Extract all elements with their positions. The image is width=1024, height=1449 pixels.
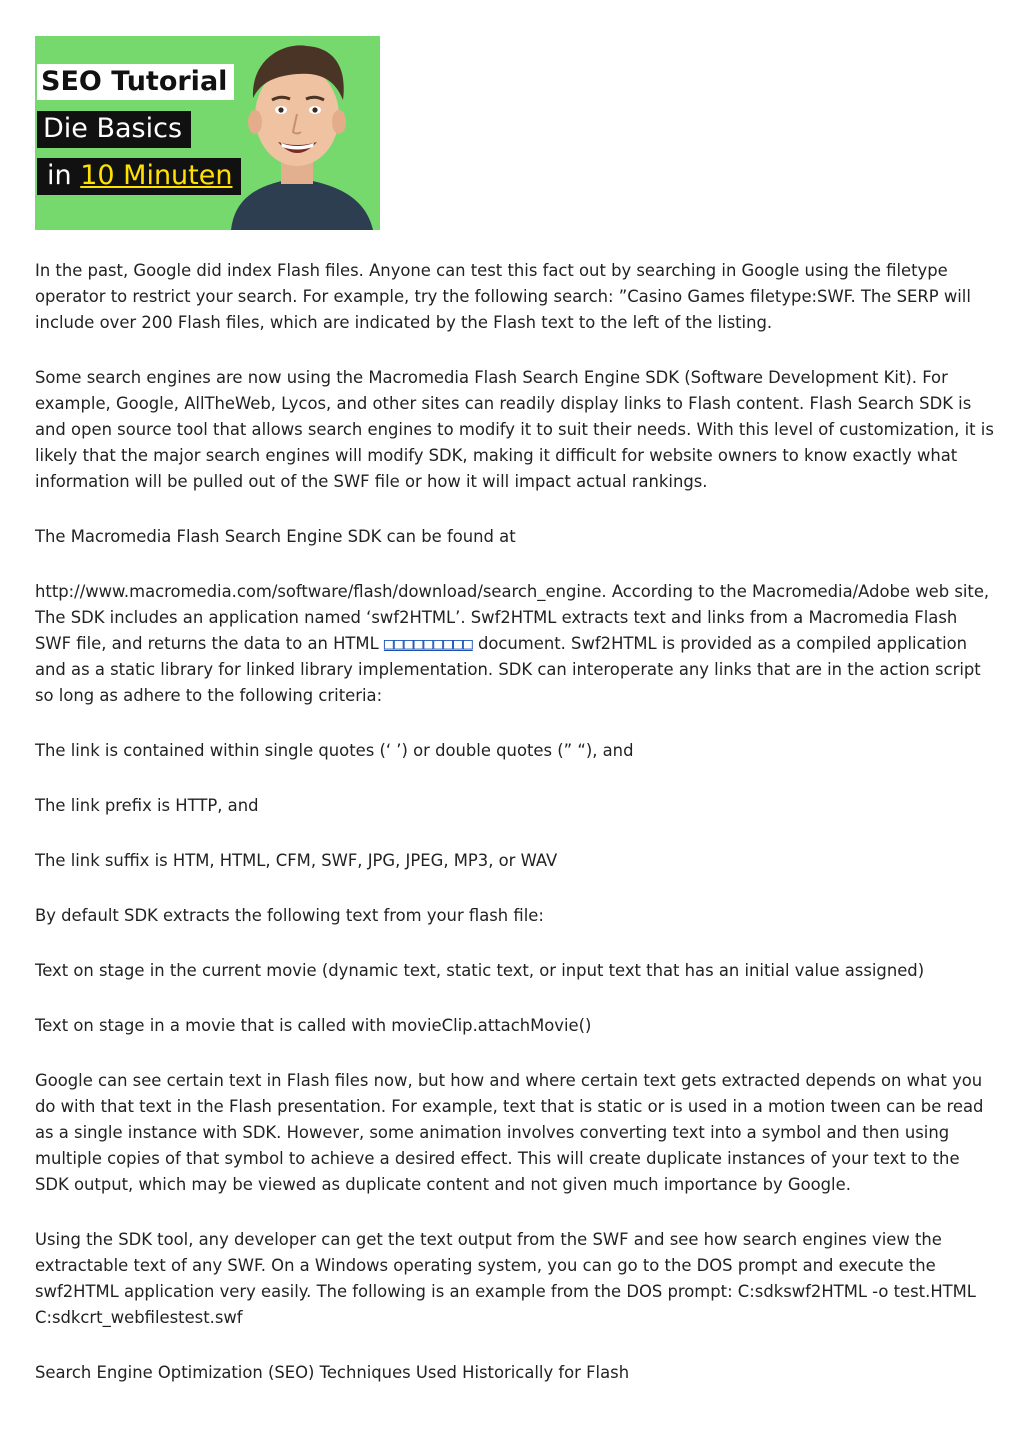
criteria-prefix: The link prefix is HTTP, and bbox=[35, 796, 259, 815]
paragraph-sdk-tool: Using the SDK tool, any developer can get the text output from the SWF and see how search engines view the extractable text of any SWF. On a Windows operating system, you can go to the DOS prompt and execute the swf2HTML application very easily. The following is an example from the DOS prompt: C:sdkswf2HTML -o test.HTML C:sdkcrt_webfilestest.swf bbox=[35, 1230, 976, 1327]
html-link[interactable]: □□□□□□□□□ bbox=[383, 634, 473, 653]
paragraph-search-sdk: Some search engines are now using the Macromedia Flash Search Engine SDK (Software Development Kit). For example, Google, AllTheWeb, Lycos, and other sites can readily display links to Flash content. Flash Search SDK is and open source tool that allows search engines to modify it to suit their needs. With this level of customization, it is likely that the major search engines will modify SDK, making it difficult for website owners to know exactly what information will be pulled out of the SWF file or how it will impact actual rankings. bbox=[35, 368, 994, 491]
paragraph-swf2html bbox=[35, 579, 995, 709]
seo-tutorial-thumbnail[interactable] bbox=[35, 36, 380, 230]
paragraph-default-extraction: By default SDK extracts the following text from your flash file: bbox=[35, 906, 544, 925]
section-heading-seo-techniques: Search Engine Optimization (SEO) Techniques Used Historically for Flash bbox=[35, 1363, 630, 1382]
article-body bbox=[35, 258, 995, 1386]
thumbnail-duration-highlight: 10 Minuten bbox=[80, 160, 233, 191]
paragraph-swf2html-text-before: http://www.macromedia.com/software/flash/download/search_engine. According to the Macromedia/Adobe web site, The SDK includes an application named ‘swf2HTML’. Swf2HTML extracts text and links from a Macromedia Flash SWF file, and returns the data to an HTML bbox=[35, 582, 990, 653]
thumbnail-title: SEO Tutorial bbox=[37, 64, 234, 100]
thumbnail-duration bbox=[37, 158, 241, 195]
paragraph-sdk-location: The Macromedia Flash Search Engine SDK can be found at bbox=[35, 527, 516, 546]
paragraph-flash-indexing: In the past, Google did index Flash files. Anyone can test this fact out by searching in Google using the filetype operator to restrict your search. For example, try the following search: ”Casino Games filetype:SWF. The SERP will include over 200 Flash files, which are indicated by the Flash text to the left of the listing. bbox=[35, 261, 971, 332]
paragraph-google-flash-text: Google can see certain text in Flash files now, but how and where certain text gets extracted depends on what you do with that text in the Flash presentation. For example, text that is static or is used in a motion tween can be read as a single instance with SDK. However, some animation involves converting text into a symbol and then using multiple copies of that symbol to achieve a desired effect. This will create duplicate instances of your text to the SDK output, which may be viewed as duplicate content and not given much importance by Google. bbox=[35, 1071, 984, 1194]
document-page bbox=[35, 36, 995, 1415]
criteria-suffix: The link suffix is HTM, HTML, CFM, SWF, JPG, JPEG, MP3, or WAV bbox=[35, 851, 558, 870]
extraction-attach-movie: Text on stage in a movie that is called with movieClip.attachMovie() bbox=[35, 1016, 592, 1035]
criteria-quotes: The link is contained within single quotes (‘ ’) or double quotes (” “), and bbox=[35, 741, 634, 760]
thumbnail-duration-prefix: in bbox=[47, 160, 81, 191]
thumbnail-subtitle: Die Basics bbox=[37, 111, 191, 148]
extraction-current-movie: Text on stage in the current movie (dynamic text, static text, or input text that has an initial value assigned) bbox=[35, 961, 925, 980]
paragraph-swf2html-text-after: document. Swf2HTML is provided as a compiled application and as a static library for linked library implementation. SDK can interoperate any links that are in the action script so long as adhere to the following criteria: bbox=[35, 634, 981, 705]
